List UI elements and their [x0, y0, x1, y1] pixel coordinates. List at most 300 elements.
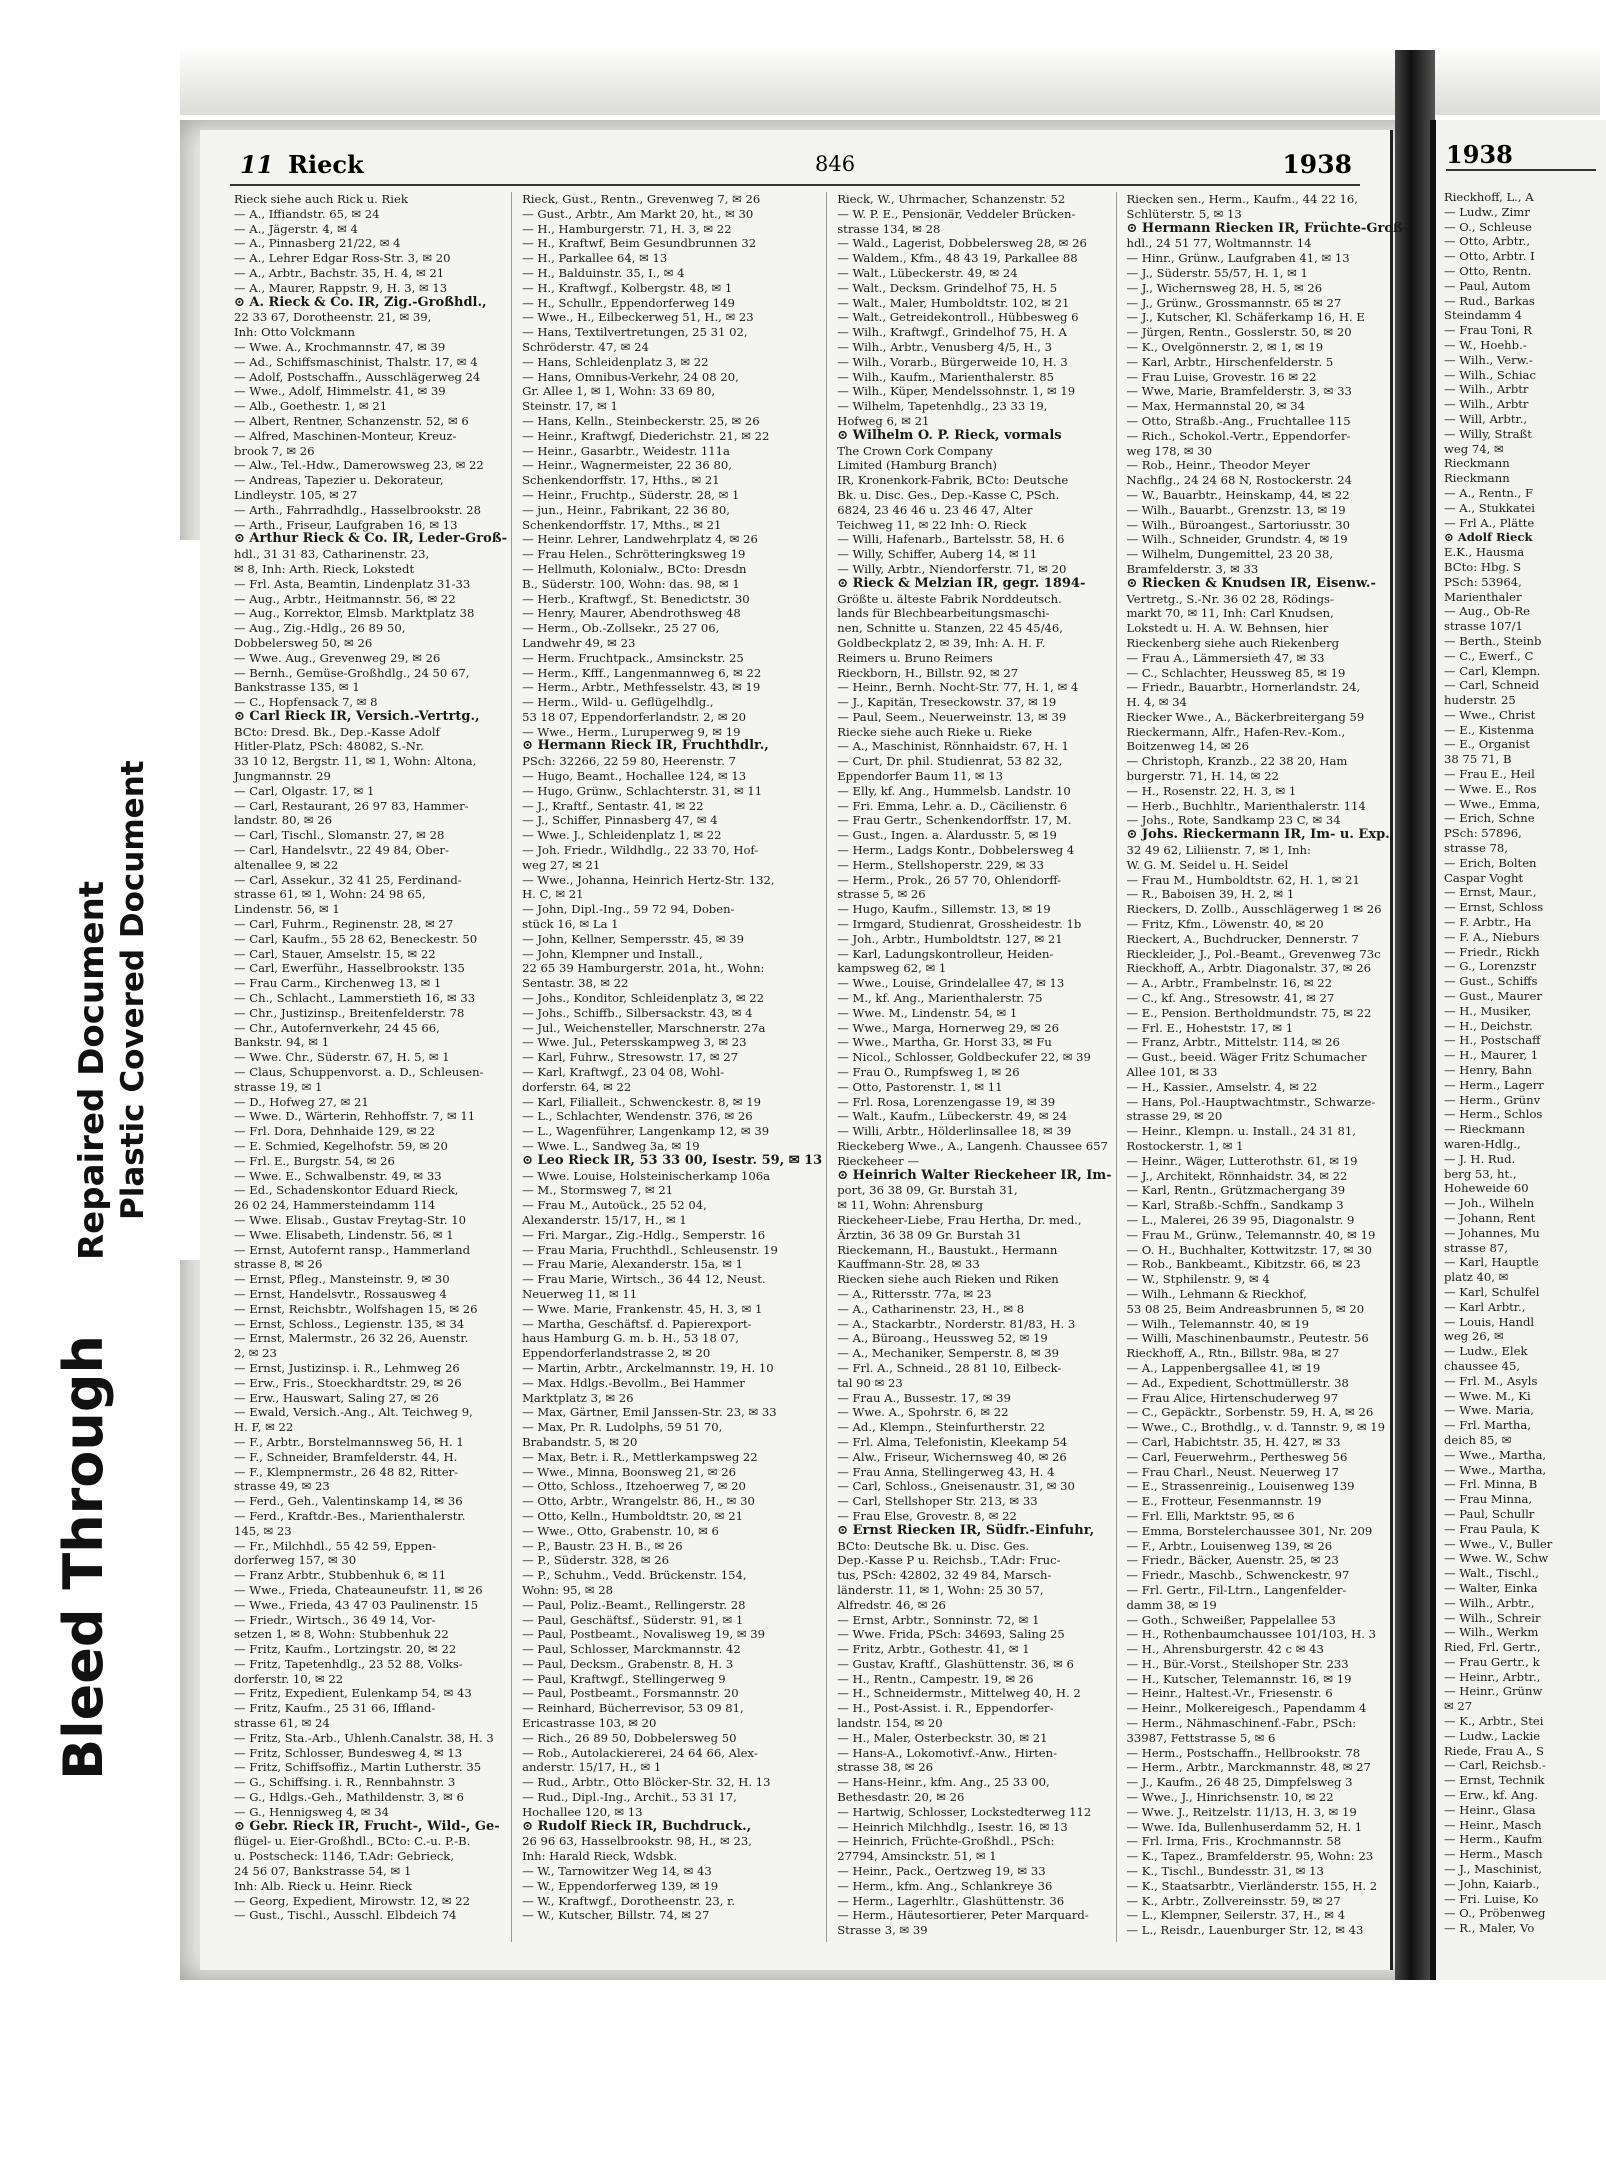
directory-entry-line: ✉ 8, Inh: Arth. Rieck, Lokstedt	[234, 561, 415, 576]
directory-entry-line: — Otto, Kelln., Humboldtstr. 20, ✉ 21	[522, 1508, 743, 1523]
directory-entry-line: — Georg, Expedient, Mirowstr. 12, ✉ 22	[234, 1893, 471, 1908]
directory-entry-line: — Carl, Tischl., Slomanstr. 27, ✉ 28	[234, 828, 445, 843]
right-page-entry-line: — Rud., Barkas	[1444, 293, 1535, 308]
directory-entry-line: — Hartwig, Schlosser, Lockstedterweg 112	[837, 1804, 1092, 1819]
directory-entry-line: ⊙ Hermann Riecken IR, Früchte-Groß-	[1126, 220, 1409, 236]
directory-entry-line: ⊙ A. Rieck & Co. IR, Zig.-Großhdl.,	[234, 294, 487, 310]
directory-entry-line: — Ad., Schiffsmaschinist, Thalstr. 17, ✉ 4	[234, 354, 478, 369]
directory-entry-line: — Alw., Friseur, Wichernsweg 40, ✉ 26	[837, 1449, 1067, 1464]
directory-entry-line: — Rud., Arbtr., Otto Blöcker-Str. 32, H. 13	[522, 1775, 771, 1790]
directory-entry-line: 2, ✉ 23	[234, 1346, 277, 1361]
directory-entry-line: — J., Süderstr. 55/57, H. 1, ✉ 1	[1126, 265, 1308, 280]
directory-entry-line: — Carl, Habichtstr. 35, H. 427, ✉ 33	[1126, 1434, 1341, 1449]
directory-entry-line: — Joh., Arbtr., Humboldtstr. 127, ✉ 21	[837, 931, 1063, 946]
column-1	[230, 192, 512, 1942]
page-number: 846	[815, 152, 856, 176]
directory-entry-line: — Wilh., Lehmann & Rieckhof,	[1126, 1286, 1307, 1301]
right-page-entry-line: — Wilh., Arbtr	[1444, 382, 1529, 397]
directory-entry-line: — Heinrich Milchhdlg., Isestr. 16, ✉ 13	[837, 1819, 1068, 1834]
directory-entry-line: — Frl. Gertr., Fil-Ltrn., Langenfelder-	[1126, 1582, 1347, 1597]
right-page-entry-line: — Wilh., Schreir	[1444, 1610, 1541, 1625]
directory-entry-line: anderstr. 15/17, H., ✉ 1	[522, 1760, 662, 1775]
directory-entry-line: Limited (Hamburg Branch)	[837, 458, 997, 473]
directory-entry-line: Wohn: 95, ✉ 28	[522, 1582, 613, 1597]
directory-entry-line: — Willi, Hafenarb., Bartelsstr. 58, H. 6	[837, 532, 1065, 547]
directory-entry-line: Marktplatz 3, ✉ 26	[522, 1390, 634, 1405]
right-page-entry-line: — Wwe. E., Ros	[1444, 781, 1537, 796]
directory-entry-line: — Ad., Expedient, Schottmüllerstr. 38	[1126, 1375, 1349, 1390]
directory-entry-line: — Walt., Maler, Humboldtstr. 102, ✉ 21	[837, 295, 1070, 310]
directory-entry-line: hdl., 31 31 83, Catharinenstr. 23,	[234, 547, 430, 562]
directory-entry-line: Bk. u. Disc. Ges., Dep.-Kasse C, PSch.	[837, 487, 1060, 502]
directory-entry-line: — Erw., Fris., Stoeckhardtstr. 29, ✉ 26	[234, 1375, 462, 1390]
directory-entry-line: ⊙ Ernst Riecken IR, Südfr.-Einfuhr,	[837, 1522, 1095, 1538]
right-page-entry-line: Marienthaler	[1444, 589, 1522, 604]
right-page-entry-line: — Johann, Rent	[1444, 1210, 1536, 1225]
directory-entry-line: — J., Kraftf., Sentastr. 41, ✉ 22	[522, 798, 704, 813]
column-3	[833, 192, 1116, 1942]
directory-entry-line: landstr. 80, ✉ 26	[234, 813, 333, 828]
directory-entry-line: — Johs., Rote, Sandkamp 23 C, ✉ 34	[1126, 813, 1341, 828]
directory-entry-line: — Paul, Seem., Neuerweinstr. 13, ✉ 39	[837, 709, 1067, 724]
directory-entry-line: — Heinr., Bernh. Nocht-Str. 77, H. 1, ✉ 4	[837, 680, 1079, 695]
right-page-entry-line: — W., Hoehb.-	[1444, 337, 1527, 352]
right-page-entry-line: — Carl, Reichsb.-	[1444, 1758, 1546, 1773]
directory-entry-line: — Frau A., Bussestr. 17, ✉ 39	[837, 1390, 1011, 1405]
directory-entry-line: — Herm., Häutesortierer, Peter Marquard-	[837, 1908, 1089, 1923]
right-page-entry-line: — H., Postschaff	[1444, 1033, 1541, 1048]
right-page-entry-line: Steindamm 4	[1444, 308, 1523, 323]
directory-entry-line: tus, PSch: 42802, 32 49 84, Marsch-	[837, 1568, 1052, 1583]
directory-entry-line: ⊙ Arthur Rieck & Co. IR, Leder-Groß-	[234, 531, 508, 547]
right-page-entry-line: strasse 78,	[1444, 841, 1508, 856]
directory-entry-line: — Wilh., Küper, Mendelssohnstr. 1, ✉ 19	[837, 384, 1076, 399]
directory-entry-line: — J., Kutscher, Kl. Schäferkamp 16, H. E	[1126, 310, 1365, 325]
directory-entry-line: Rieckenberg siehe auch Riekenberg	[1126, 635, 1340, 650]
right-page-entry-line: — G., Lorenzstr	[1444, 959, 1536, 974]
directory-entry-line: Schenkendorffstr. 17, Hths., ✉ 21	[522, 473, 720, 488]
directory-entry-line: — E., Pension. Bertholdmundstr. 75, ✉ 22	[1126, 1005, 1372, 1020]
directory-entry-line: — K., Tischl., Bundesstr. 31, ✉ 13	[1126, 1864, 1324, 1879]
directory-entry-line: 26 96 63, Hasselbrookstr. 98, H., ✉ 23,	[522, 1834, 752, 1849]
directory-entry-line: Dobbelersweg 50, ✉ 26	[234, 635, 373, 650]
directory-entry-line: — Paul, Poliz.-Beamt., Rellingerstr. 28	[522, 1597, 746, 1612]
left-page	[200, 130, 1409, 1970]
directory-entry-line: Allee 101, ✉ 33	[1126, 1065, 1218, 1080]
right-page-entry-line: — Ernst, Schloss	[1444, 900, 1544, 915]
directory-entry-line: — Frl. Alma, Telefonistin, Kleekamp 54	[837, 1434, 1068, 1449]
directory-entry-line: — Wwe., J., Hinrichsenstr. 10, ✉ 22	[1126, 1790, 1334, 1805]
directory-entry-line: — Fri. Emma, Lehr. a. D., Cäcilienstr. 6	[837, 798, 1068, 813]
directory-entry-line: — Friedr., Maschb., Schwenckestr. 97	[1126, 1568, 1350, 1583]
directory-entry-line: — Frau A., Lämmersieth 47, ✉ 33	[1126, 650, 1325, 665]
label-strip-2	[115, 540, 200, 1260]
directory-entry-line: — L., Schlachter, Wendenstr. 376, ✉ 26	[522, 1109, 753, 1124]
right-page-entry-line: — Carl, Klempn.	[1444, 663, 1541, 678]
directory-entry-line: — Karl, Fuhrw., Stresowstr. 17, ✉ 27	[522, 1050, 739, 1065]
directory-entry-line: — P., Süderstr. 328, ✉ 26	[522, 1553, 669, 1568]
directory-entry-line: — Martha, Geschäftsf. d. Papierexport-	[522, 1316, 752, 1331]
directory-entry-line: — Friedr., Bäcker, Auenstr. 25, ✉ 23	[1126, 1553, 1339, 1568]
directory-entry-line: — W., Kutscher, Billstr. 74, ✉ 27	[522, 1908, 710, 1923]
directory-entry-line: landstr. 154, ✉ 20	[837, 1716, 943, 1731]
directory-entry-line: 53 18 07, Eppendorferlandstr. 2, ✉ 20	[522, 709, 746, 724]
directory-entry-line: — Walt., Kaufm., Lübeckerstr. 49, ✉ 24	[837, 1109, 1068, 1124]
directory-entry-line: — E. Schmied, Kegelhofstr. 59, ✉ 20	[234, 1139, 448, 1153]
directory-entry-line: ⊙ Wilhelm O. P. Rieck, vormals	[837, 427, 1062, 443]
right-page-entry-line: Ried, Frl. Gertr.,	[1444, 1640, 1541, 1655]
right-page-entry-line: — Herm., Masch	[1444, 1847, 1543, 1862]
directory-entry-line: — Max. Hdlgs.-Bevollm., Bei Hammer	[522, 1375, 745, 1390]
directory-entry-line: — Hans, Omnibus-Verkehr, 24 08 20,	[522, 369, 739, 384]
directory-entry-line: — Frau M., Grünw., Telemannstr. 40, ✉ 19	[1126, 1227, 1376, 1242]
directory-entry-line: — Carl, Feuerwehrm., Perthesweg 56	[1126, 1449, 1348, 1464]
directory-entry-line: — Alw., Tel.-Hdw., Damerowsweg 23, ✉ 22	[234, 458, 484, 473]
directory-entry-line: — Wwe., C., Brothdlg., v. d. Tannstr. 9, ✉ 19	[1126, 1420, 1385, 1435]
directory-entry-line: — Ernst, Malermstr., 26 32 26, Auenstr.	[234, 1331, 469, 1346]
directory-entry-line: Strasse 3, ✉ 39	[837, 1923, 928, 1938]
archive-labels	[0, 540, 230, 1780]
column-4	[1123, 192, 1413, 1942]
top-shadow	[180, 45, 1600, 115]
directory-entry-line: — P., Schuhm., Vedd. Brückenstr. 154,	[522, 1568, 747, 1583]
directory-entry-line: — Hans, Pol.-Hauptwachtmstr., Schwarze-	[1126, 1094, 1376, 1109]
right-page-entry-line: — O., Pröbenweg	[1444, 1906, 1546, 1921]
repaired-document-label: Repaired Document	[72, 880, 112, 1260]
header-section-number: 11	[240, 150, 274, 179]
directory-entry-line: strasse 8, ✉ 26	[234, 1257, 323, 1272]
directory-entry-line: 24 56 07, Bankstrasse 54, ✉ 1	[234, 1864, 412, 1879]
directory-entry-line: — Fr., Milchhdl., 55 42 59, Eppen-	[234, 1538, 437, 1553]
directory-entry-line: — J., Kapitän, Treseckowstr. 37, ✉ 19	[837, 695, 1057, 710]
directory-entry-line: ⊙ Rudolf Rieck IR, Buchdruck.,	[522, 1818, 752, 1834]
directory-entry-line: Alfredstr. 46, ✉ 26	[837, 1597, 946, 1612]
directory-entry-line: — Wwe., Adolf, Himmelstr. 41, ✉ 39	[234, 384, 446, 399]
right-page-entry-line: — Otto, Arbtr.,	[1444, 234, 1531, 249]
directory-entry-line: strasse 5, ✉ 26	[837, 887, 926, 902]
right-page-entry-line: — Willy, Straßt	[1444, 426, 1532, 441]
directory-entry-line: Riecke siehe auch Rieke u. Rieke	[837, 724, 1033, 739]
directory-entry-line: — Max, Hermannstal 20, ✉ 34	[1126, 399, 1306, 414]
directory-entry-line: — Fritz, Schlosser, Bundesweg 4, ✉ 13	[234, 1745, 463, 1760]
directory-entry-line: — Joh. Friedr., Wildhdlg., 22 33 70, Hof-	[522, 843, 759, 858]
directory-entry-line: 53 08 25, Beim Andreasbrunnen 5, ✉ 20	[1126, 1301, 1365, 1316]
header-name: Rieck	[288, 150, 364, 179]
directory-entry-line: — Frau Luise, Grovestr. 16 ✉ 22	[1126, 369, 1317, 384]
directory-entry-line: nen, Schnitte u. Stanzen, 22 45 45/46,	[837, 621, 1063, 636]
directory-entry-line: — Carl, Assekur., 32 41 25, Ferdinand-	[234, 872, 462, 887]
directory-entry-line: — John, Kellner, Sempersstr. 45, ✉ 39	[522, 931, 744, 946]
directory-entry-line: — Wilh., Vorarb., Bürgerweide 10, H. 3	[837, 354, 1068, 369]
directory-entry-line: stück 16, ✉ La 1	[522, 917, 619, 932]
directory-entry-line: Schröderstr. 47, ✉ 24	[522, 339, 649, 354]
directory-entry-line: port, 36 38 09, Gr. Burstah 31,	[837, 1183, 1018, 1198]
right-page-entry-line: — Karl Arbtr.,	[1444, 1299, 1526, 1314]
directory-entry-line: — Wwe., Johanna, Heinrich Hertz-Str. 132,	[522, 872, 775, 887]
directory-entry-line: — J., Wichernsweg 28, H. 5, ✉ 26	[1126, 280, 1323, 295]
directory-entry-line: 6824, 23 46 46 u. 23 46 47, Alter	[837, 502, 1033, 517]
directory-entry-line: — Heinr., Haltest.-Vr., Friesenstr. 6	[1126, 1686, 1333, 1701]
directory-entry-line: Sentastr. 38, ✉ 22	[522, 976, 629, 991]
directory-entry-line: — Paul, Postbeamt., Forsmannstr. 20	[522, 1686, 739, 1701]
directory-entry-line: — Ed., Schadenskontor Eduard Rieck,	[234, 1183, 459, 1198]
right-page-entry-line: weg 74, ✉	[1444, 441, 1504, 456]
directory-entry-line: 27794, Amsinckstr. 51, ✉ 1	[837, 1849, 997, 1864]
right-page-entry-line: — Johannes, Mu	[1444, 1225, 1540, 1240]
directory-entry-line: — Otto, Straßb.-Ang., Fruchtallee 115	[1126, 413, 1351, 428]
right-page-entry-line: platz 40, ✉	[1444, 1270, 1509, 1285]
directory-entry-line: — Martin, Arbtr., Arckelmannstr. 19, H. 10	[522, 1360, 774, 1375]
directory-entry-line: — Hans, Textilvertretungen, 25 31 02,	[522, 325, 748, 340]
directory-entry-line: — Herm., Prok., 26 57 70, Ohlendorff-	[837, 872, 1062, 887]
directory-entry-line: — Frl. Asta, Beamtin, Lindenplatz 31-33	[234, 576, 471, 591]
directory-entry-line: — Henry, Maurer, Abendrothsweg 48	[522, 606, 741, 621]
directory-entry-line: — Frau Charl., Neust. Neuerweg 17	[1126, 1464, 1339, 1479]
directory-entry-line: Rieckleider, J., Pol.-Beamt., Grevenweg 73c	[1126, 946, 1381, 961]
directory-entry-line: — Frl. E., Burgstr. 54, ✉ 26	[234, 1153, 395, 1168]
right-page-entry-line: — J. H. Rud.	[1444, 1151, 1516, 1166]
directory-entry-line: — C., Schlachter, Heussweg 85, ✉ 19	[1126, 665, 1346, 680]
directory-entry-line: — Frl. E., Hoheststr. 17, ✉ 1	[1126, 1020, 1294, 1035]
directory-entry-line: — Wwe. Jul., Petersskampweg 3, ✉ 23	[522, 1035, 747, 1050]
right-page-entry-line: — Wwe. W., Schw	[1444, 1551, 1549, 1566]
directory-entry-line: — Karl, Kraftwgf., 23 04 08, Wohl-	[522, 1065, 725, 1080]
directory-entry-line: — Frau O., Rumpfsweg 1, ✉ 26	[837, 1065, 1020, 1080]
directory-entry-line: — Wwe. Louise, Holsteinischerkamp 106a	[522, 1168, 770, 1183]
right-page-entry-line: — Rieckmann	[1444, 1122, 1525, 1137]
directory-entry-line: — K., Arbtr., Zollvereinsstr. 59, ✉ 27	[1126, 1893, 1341, 1908]
right-page-entry-line: — Henry, Bahn	[1444, 1063, 1533, 1078]
right-page-entry-line: strasse 107/1	[1444, 619, 1523, 634]
directory-entry-line: H. C, ✉ 21	[522, 887, 584, 902]
directory-entry-line: — Christoph, Kranzb., 22 38 20, Ham	[1126, 754, 1348, 769]
right-page-entry-line: — Frau E., Heil	[1444, 767, 1535, 782]
directory-entry-line: Bramfelderstr. 3, ✉ 33	[1126, 561, 1259, 576]
directory-entry-line: — Wilh., Büroangest., Sartoriusstr. 30	[1126, 517, 1350, 532]
directory-entry-line: — Walt., Decksm. Grindelhof 75, H. 5	[837, 280, 1058, 295]
directory-entry-line: — Karl, Straßb.-Schffn., Sandkamp 3	[1126, 1198, 1344, 1213]
directory-entry-line: — Herm., Nähmaschinenf.-Fabr., PSch:	[1126, 1716, 1357, 1731]
directory-entry-line: Rieckermann, Alfr., Hafen-Rev.-Kom.,	[1126, 724, 1346, 739]
right-page-entry-line: — A., Stukkatei	[1444, 500, 1535, 515]
directory-entry-line: — H., Ahrensburgerstr. 42 c ✉ 43	[1126, 1642, 1324, 1657]
directory-entry-line: — Ad., Klempn., Steinfurtherstr. 22	[837, 1420, 1045, 1435]
directory-entry-line: — Wwe, Marie, Bramfelderstr. 3, ✉ 33	[1126, 384, 1352, 399]
directory-entry-line: — Herm., Postschaffn., Hellbrookstr. 78	[1126, 1745, 1361, 1760]
directory-entry-line: The Crown Cork Company	[837, 443, 993, 458]
right-page-entry-line: — Herm., Schlos	[1444, 1107, 1543, 1122]
directory-entry-line: ⊙ Riecken & Knudsen IR, Eisenw.-	[1126, 575, 1376, 591]
directory-entry-line: — Ernst, Pfleg., Mansteinstr. 9, ✉ 30	[234, 1272, 450, 1287]
directory-entry-line: damm 38, ✉ 19	[1126, 1597, 1217, 1612]
right-page-entry-line: ⊙ Adolf Rieck	[1444, 530, 1533, 545]
right-page-entry-line: Caspar Voght	[1444, 870, 1524, 885]
directory-entry-line: — John, Dipl.-Ing., 59 72 94, Doben-	[522, 902, 735, 917]
directory-entry-line: PSch: 32266, 22 59 80, Heerenstr. 7	[522, 754, 736, 769]
directory-entry-line: — Goth., Schweißer, Pappelallee 53	[1126, 1612, 1336, 1627]
directory-entry-line: — Elly, kf. Ang., Hummelsb. Landstr. 10	[837, 783, 1071, 798]
directory-entry-line: 22 33 67, Dorotheenstr. 21, ✉ 39,	[234, 310, 432, 325]
directory-entry-line: Riecker Wwe., A., Bäckerbreitergang 59	[1126, 709, 1365, 724]
directory-entry-line: — Walt., Lübeckerstr. 49, ✉ 24	[837, 265, 1018, 280]
directory-entry-line: — W., Stphilenstr. 9, ✉ 4	[1126, 1272, 1270, 1287]
directory-entry-line: — Herm., Kfff., Langenmannweg 6, ✉ 22	[522, 665, 762, 680]
directory-entry-line: — L., Malerei, 26 39 95, Diagonalstr. 9	[1126, 1212, 1355, 1227]
directory-entry-line: — Karl, Arbtr., Hirschenfelderstr. 5	[1126, 354, 1334, 369]
directory-entry-line: — Frau Maria, Fruchthdl., Schleusenstr. 19	[522, 1242, 778, 1257]
right-page-entry-line: — Gust., Schiffs	[1444, 974, 1538, 989]
directory-entry-line: — P., Baustr. 23 H. B., ✉ 26	[522, 1538, 683, 1553]
directory-entry-line: — W., Eppendorferweg 139, ✉ 19	[522, 1878, 719, 1893]
right-page-entry-line: ✉ 27	[1444, 1699, 1473, 1714]
directory-entry-line: Riecken siehe auch Rieken und Riken	[837, 1272, 1059, 1287]
directory-entry-line: — Wwe. Chr., Süderstr. 67, H. 5, ✉ 1	[234, 1050, 450, 1065]
directory-entry-line: — H., Balduinstr. 35, I., ✉ 4	[522, 265, 685, 280]
right-page-entry-line: — Frau Paula, K	[1444, 1521, 1540, 1536]
directory-entry-line: — H., Post-Assist. i. R., Eppendorfer-	[837, 1701, 1054, 1716]
directory-entry-line: — A., Iffiandstr. 65, ✉ 24	[234, 206, 380, 221]
right-page-entry-line: — Frl. Martha,	[1444, 1418, 1531, 1433]
directory-entry-line: — H., Schullr., Eppendorferweg 149	[522, 295, 735, 310]
directory-entry-line: — jun., Heinr., Fabrikant, 22 36 80,	[522, 502, 730, 517]
directory-entry-line: — Fritz, Expedient, Eulenkamp 54, ✉ 43	[234, 1686, 472, 1701]
right-page-entry-line: Riede, Frau A., S	[1444, 1743, 1544, 1758]
directory-entry-line: — Hinr., Grünw., Laufgraben 41, ✉ 13	[1126, 251, 1350, 266]
directory-entry-line: Eppendorferlandstrasse 2, ✉ 20	[522, 1346, 711, 1361]
directory-entry-line: strasse 19, ✉ 1	[234, 1079, 323, 1094]
right-page-entry-line: — Heinr., Glasa	[1444, 1802, 1536, 1817]
directory-entry-line: — Heinrich, Früchte-Großhdl., PSch:	[837, 1834, 1055, 1849]
directory-entry-line: — Aug., Zig.-Hdlg., 26 89 50,	[234, 621, 406, 636]
directory-entry-line: Rieckeheer —	[837, 1153, 919, 1168]
page-header	[230, 144, 1360, 186]
directory-entry-line: — Wilh., Bauarbt., Grenzstr. 13, ✉ 19	[1126, 502, 1346, 517]
directory-entry-line: — Ernst, Schloss., Legienstr. 135, ✉ 34	[234, 1316, 465, 1331]
directory-entry-line: — Ernst, Reichsbtr., Wolfshagen 15, ✉ 26	[234, 1301, 478, 1316]
directory-entry-line: brook 7, ✉ 26	[234, 443, 315, 458]
directory-entry-line: — Heinr., Wagnermeister, 22 36 80,	[522, 458, 732, 473]
right-page-entry-line: — Herm., Grünv	[1444, 1092, 1541, 1107]
right-page-entry-line: — Wwe. M., Ki	[1444, 1388, 1531, 1403]
directory-entry-line: Bankstrasse 135, ✉ 1	[234, 680, 360, 695]
right-page-entry-line: — Ludw., Lackie	[1444, 1728, 1541, 1743]
directory-entry-line: Größte u. älteste Fabrik Norddeutsch.	[837, 591, 1062, 606]
directory-entry-line: — Wwe. A., Krochmannstr. 47, ✉ 39	[234, 339, 446, 354]
directory-entry-line: Landwehr 49, ✉ 23	[522, 635, 636, 650]
directory-entry-line: — F., Arbtr., Louisenweg 139, ✉ 26	[1126, 1538, 1333, 1553]
directory-entry-line: Rieck siehe auch Rick u. Riek	[234, 192, 408, 206]
right-page-entry-line: PSch: 57896,	[1444, 826, 1522, 841]
directory-entry-line: — G., Hennigsweg 4, ✉ 34	[234, 1804, 389, 1819]
directory-entry-line: — F., Klempnermstr., 26 48 82, Ritter-	[234, 1464, 459, 1479]
directory-entry-line: Hochallee 120, ✉ 13	[522, 1804, 643, 1819]
right-page-entry-line: PSch: 53964,	[1444, 574, 1522, 589]
directory-entry-line: — H., Rosenstr. 22, H. 3, ✉ 1	[1126, 783, 1297, 798]
right-page-entry-line: — Wwe. Maria,	[1444, 1403, 1534, 1418]
directory-entry-line: — M., Stormsweg 7, ✉ 21	[522, 1183, 674, 1198]
right-page-entry-line: — Heinr., Arbtr.,	[1444, 1669, 1541, 1684]
directory-entry-line: — Wwe. Elisabeth, Lindenstr. 56, ✉ 1	[234, 1227, 454, 1242]
directory-entry-line: — Wwe., H., Eilbeckerweg 51, H., ✉ 23	[522, 310, 754, 325]
directory-entry-line: — A., Maschinist, Rönnhaidstr. 67, H. 1	[837, 739, 1069, 754]
directory-entry-line: dorferstr. 10, ✉ 22	[234, 1671, 344, 1686]
right-page-entry-line: E.K., Hausma	[1444, 545, 1525, 560]
directory-entry-line: — Herm., Arbtr., Marckmannstr. 48, ✉ 27	[1126, 1760, 1371, 1775]
directory-entry-line: Reimers u. Bruno Reimers	[837, 650, 993, 665]
directory-entry-line: — Frau Helen., Schrötteringksweg 19	[522, 547, 746, 562]
right-page-entry-line: — Wwe., Martha,	[1444, 1447, 1547, 1462]
right-page-entry-line: — John, Kaiarb.,	[1444, 1876, 1540, 1891]
directory-entry-line: — C., Gepäcktr., Sorbenstr. 59, H. A, ✉ 26	[1126, 1405, 1374, 1420]
directory-entry-line: — Heinr., Fruchtp., Süderstr. 28, ✉ 1	[522, 487, 740, 502]
directory-entry-line: 145, ✉ 23	[234, 1523, 292, 1538]
directory-entry-line: — Emma, Borstelerchaussee 301, Nr. 209	[1126, 1523, 1373, 1538]
directory-entry-line: — Chr., Autofernverkehr, 24 45 66,	[234, 1020, 440, 1035]
directory-entry-line: Rostockerstr. 1, ✉ 1	[1126, 1139, 1244, 1153]
right-page-entry-line: Rieckmann	[1444, 471, 1510, 486]
directory-entry-line: — Aug., Arbtr., Heitmannstr. 56, ✉ 22	[234, 591, 456, 606]
directory-entry-line: 33 10 12, Bergstr. 11, ✉ 1, Wohn: Altona,	[234, 754, 477, 769]
directory-entry-line: Rieckhoff, A., Arbtr. Diagonalstr. 37, ✉ 26	[1126, 961, 1371, 976]
directory-entry-line: — Wwe. J., Reitzelstr. 11/13, H. 3, ✉ 19	[1126, 1804, 1357, 1819]
right-page-entry-line: — Erich, Bolten	[1444, 855, 1537, 870]
directory-entry-line: — Hans, Schleidenplatz 3, ✉ 22	[522, 354, 709, 369]
right-page-entry-line: — J., Maschinist,	[1444, 1862, 1542, 1877]
directory-entry-line: — H., Hamburgerstr. 71, H. 3, ✉ 22	[522, 221, 732, 236]
directory-entry-line: — H., Kraftwgf., Kolbergstr. 48, ✉ 1	[522, 280, 733, 295]
directory-entry-line: — Curt, Dr. phil. Studienrat, 53 82 32,	[837, 754, 1063, 769]
directory-entry-line: — Ferd., Kraftdr.-Bes., Marienthalerstr.	[234, 1508, 466, 1523]
directory-entry-line: hdl., 24 51 77, Woltmannstr. 14	[1126, 236, 1312, 251]
right-page-lines	[1444, 190, 1604, 1936]
directory-entry-line: — L., Klempner, Seilerstr. 37, H., ✉ 4	[1126, 1908, 1346, 1923]
directory-entry-line: Riecken sen., Herm., Kaufm., 44 22 16,	[1126, 192, 1358, 206]
directory-entry-line: — Arth., Fahrradhdlg., Hasselbrookstr. 28	[234, 502, 481, 517]
directory-entry-line: setzen 1, ✉ 8, Wohn: Stubbenhuk 22	[234, 1627, 449, 1642]
right-page-entry-line: Rieckhoff, L., A	[1444, 190, 1534, 204]
directory-entry-line: 32 49 62, Liliienstr. 7, ✉ 1, Inh:	[1126, 843, 1311, 858]
directory-entry-line: — Frau Alice, Hirtenschuderweg 97	[1126, 1390, 1339, 1405]
right-page-entry-line: — E., Kistenma	[1444, 722, 1535, 737]
directory-entry-line: — Frau Gertr., Schenkendorffstr. 17, M.	[837, 813, 1072, 828]
directory-entry-line: u. Postscheck: 1146, T.Adr: Gebrieck,	[234, 1849, 455, 1864]
right-page-entry-line: — Paul, Autom	[1444, 278, 1531, 293]
directory-entry-line: — Fritz, Kaufm., Lortzingstr. 20, ✉ 22	[234, 1642, 457, 1657]
right-page-entry-line: — O., Schleuse	[1444, 219, 1532, 234]
right-page-entry-line: — Karl, Hauptle	[1444, 1255, 1539, 1270]
directory-entry-line: — Frau Carm., Kirchenweg 13, ✉ 1	[234, 976, 442, 991]
directory-entry-line: — Fritz, Schiffsoffiz., Martin Lutherstr. 35	[234, 1760, 482, 1775]
right-page-entry-line: weg 26, ✉	[1444, 1329, 1504, 1344]
directory-entry-line: — Erw., Hauswart, Saling 27, ✉ 26	[234, 1390, 439, 1405]
directory-entry-line: — Karl, Filialleit., Schwenckestr. 8, ✉ 19	[522, 1094, 761, 1109]
directory-entry-line: Boitzenweg 14, ✉ 26	[1126, 739, 1249, 754]
directory-entry-line: — Wilh., Arbtr., Venusberg 4/5, H., 3	[837, 339, 1053, 354]
directory-entry-line: — Albert, Rentner, Schanzenstr. 52, ✉ 6	[234, 413, 469, 428]
directory-entry-line: strasse 61, ✉ 1, Wohn: 24 98 65,	[234, 887, 426, 902]
right-page-year: 1938	[1446, 140, 1596, 171]
right-page-entry-line: — Berth., Steinb	[1444, 633, 1542, 648]
directory-entry-line: — Friedr., Wirtsch., 36 49 14, Vor-	[234, 1612, 436, 1627]
directory-entry-line: — Alfred, Maschinen-Monteur, Kreuz-	[234, 428, 457, 443]
directory-entry-line: — Wilh., Schneider, Grundstr. 4, ✉ 19	[1126, 532, 1348, 547]
directory-entry-line: — Wwe. Frida, PSch: 34693, Saling 25	[837, 1627, 1065, 1642]
directory-entry-line: Lindenstr. 56, ✉ 1	[234, 902, 340, 917]
bleed-through-label: Bleed Through	[52, 1335, 115, 1780]
directory-entry-line: — Ewald, Versich.-Ang., Alt. Teichweg 9,	[234, 1405, 473, 1420]
directory-entry-line: — Carl, Handelsvtr., 22 49 84, Ober-	[234, 843, 449, 858]
directory-entry-line: — Carl, Restaurant, 26 97 83, Hammer-	[234, 798, 469, 813]
